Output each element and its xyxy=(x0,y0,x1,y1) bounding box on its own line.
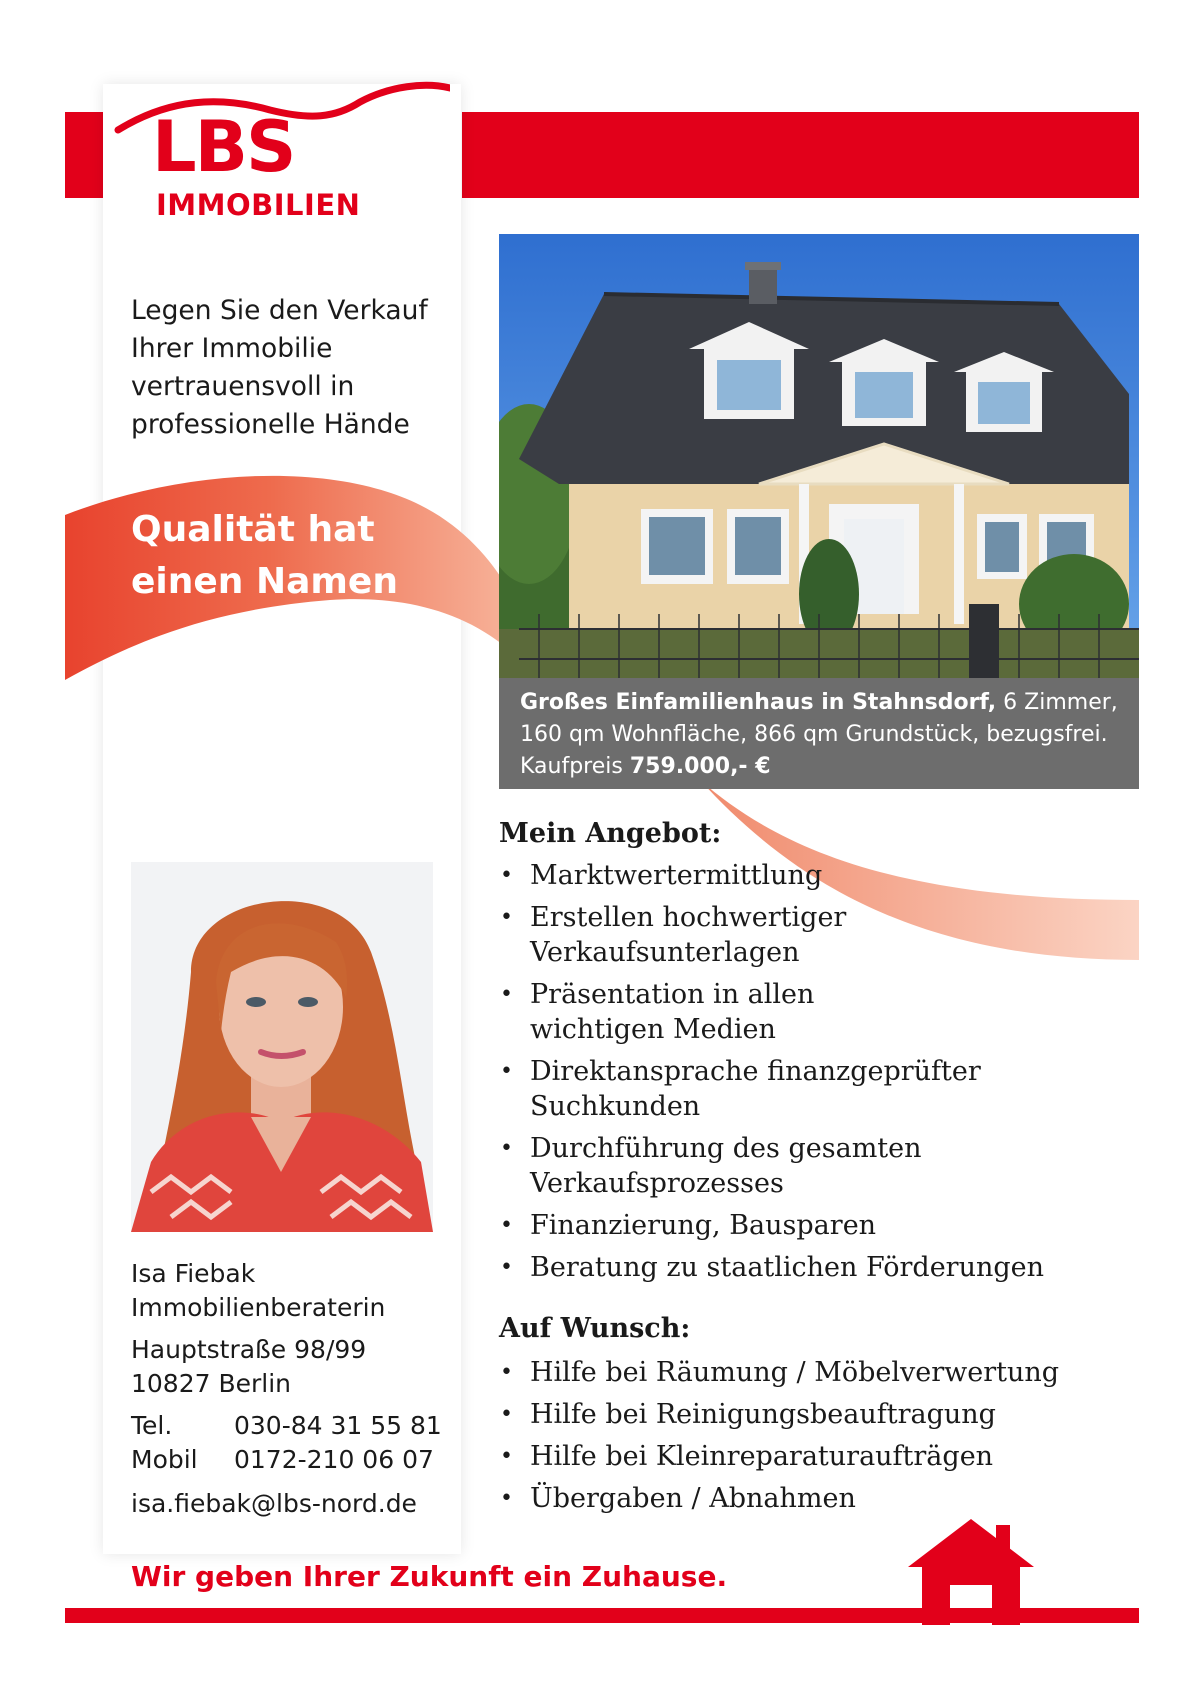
listing-price-label: Kaufpreis xyxy=(520,754,623,779)
list-item xyxy=(499,1208,1059,1243)
bottom-bar xyxy=(65,1608,1139,1623)
list-item xyxy=(499,900,1059,970)
list-item-line: • Beratung zu staatlichen Förderungen xyxy=(530,1252,1045,1283)
advisor-role: Immobilienberaterin xyxy=(131,1293,386,1322)
list-item: • Hilfe bei Räumung / Möbelverwertung xyxy=(499,1355,1099,1390)
logo-lbs: LBS xyxy=(152,106,295,188)
list-item xyxy=(499,977,1059,1047)
intro-line: professionelle Hände xyxy=(131,409,410,440)
list-item xyxy=(499,1131,1059,1201)
listing-title: Großes Einfamilienhaus in Stahnsdorf, xyxy=(520,690,997,715)
list-item-line: • Durchführung des gesamten xyxy=(530,1133,922,1164)
house-photo xyxy=(499,234,1139,678)
offer-list xyxy=(499,858,1059,1292)
wish-heading: Auf Wunsch: xyxy=(499,1313,691,1344)
advisor-portrait xyxy=(131,862,433,1232)
list-item-line: • Präsentation in allen xyxy=(530,979,815,1010)
intro-line: Legen Sie den Verkauf xyxy=(131,295,428,326)
top-bar-right xyxy=(462,112,1139,198)
top-bar-left xyxy=(65,112,105,198)
advisor-name: Isa Fiebak xyxy=(131,1259,256,1288)
list-item-line: • Direktansprache finanzgeprüfter xyxy=(530,1056,981,1087)
footer-slogan: Wir geben Ihrer Zukunft ein Zuhause. xyxy=(131,1560,728,1593)
listing-caption xyxy=(499,678,1139,789)
quality-headline xyxy=(131,504,398,608)
intro-tagline xyxy=(131,292,461,444)
logo-immobilien: IMMOBILIEN xyxy=(156,188,361,222)
list-item xyxy=(499,858,1059,893)
quality-line: Qualität hat xyxy=(131,509,375,550)
address-city: 10827 Berlin xyxy=(131,1369,292,1398)
intro-line: vertrauensvoll in xyxy=(131,371,355,402)
list-item-line: • Finanzierung, Bausparen xyxy=(530,1210,877,1241)
address-street: Hauptstraße 98/99 xyxy=(131,1335,367,1364)
intro-line: Ihrer Immobilie xyxy=(131,333,333,364)
list-item-line: Suchkunden xyxy=(530,1091,701,1122)
list-item-line: Verkaufsprozesses xyxy=(530,1168,784,1199)
list-item: • Hilfe bei Reinigungsbeauftragung xyxy=(499,1397,1099,1432)
list-item-line: Verkaufsunterlagen xyxy=(530,937,800,968)
list-item-line: • Erstellen hochwertiger xyxy=(530,902,847,933)
phone-label: Tel. xyxy=(131,1411,173,1440)
offer-heading: Mein Angebot: xyxy=(499,818,722,849)
list-item-line: wichtigen Medien xyxy=(530,1014,776,1045)
list-item xyxy=(499,1054,1059,1124)
list-item: • Übergaben / Abnahmen xyxy=(499,1481,1099,1516)
phone-number[interactable]: 030-84 31 55 81 xyxy=(234,1411,442,1440)
listing-line-1 xyxy=(520,687,1119,719)
listing-details: 160 qm Wohnfläche, 866 qm Grundstück, bezugsfrei. xyxy=(520,722,1108,747)
list-item: • Hilfe bei Kleinreparaturaufträgen xyxy=(499,1439,1099,1474)
wish-list xyxy=(499,1355,1099,1523)
list-item xyxy=(499,1250,1059,1285)
listing-price: 759.000,- € xyxy=(629,754,771,779)
list-item-line: • Marktwertermittlung xyxy=(530,860,823,891)
mobile-label: Mobil xyxy=(131,1445,198,1474)
listing-rooms: 6 Zimmer, xyxy=(1003,690,1118,715)
mobile-number[interactable]: 0172-210 06 07 xyxy=(234,1445,434,1474)
quality-line: einen Namen xyxy=(131,561,398,602)
listing-price-line xyxy=(520,751,1119,783)
email-link[interactable]: isa.fiebak@lbs-nord.de xyxy=(131,1489,417,1518)
